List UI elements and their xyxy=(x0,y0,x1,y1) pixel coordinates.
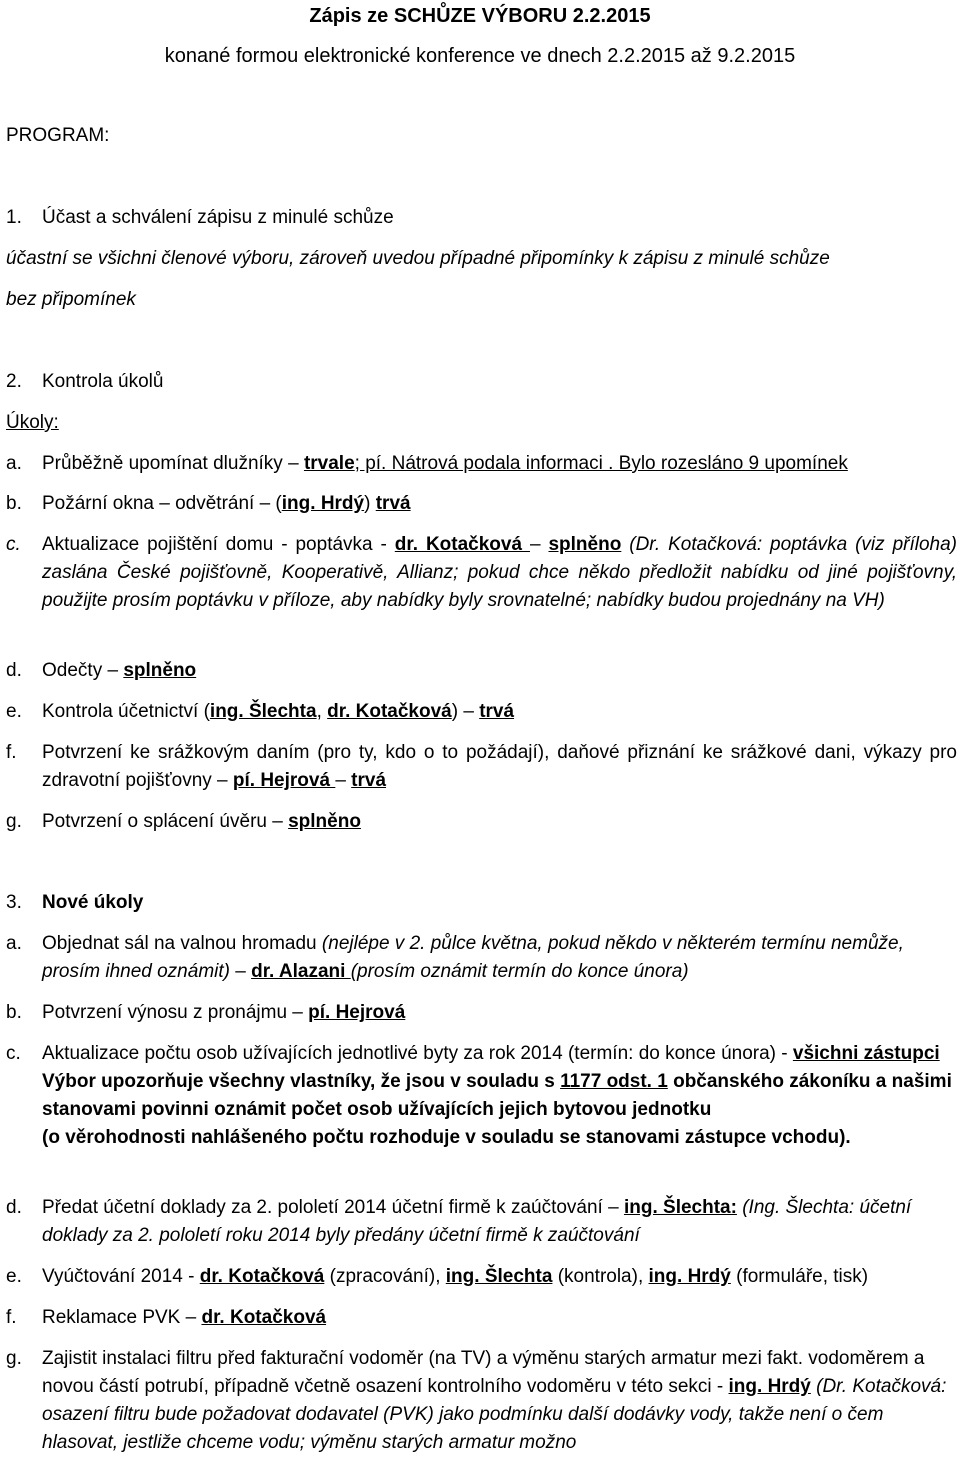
item-label: g. xyxy=(6,811,22,832)
person-name: ing. Šlechta xyxy=(209,701,317,722)
item-note: (prosím oznámit termín do konce února) xyxy=(350,961,689,982)
item-note: (Dr. Kotačková: poptávka (viz příloha) zaslána České pojišťovně, Kooperativě, Allianz; pokud chce někdo předložit nabídku od jiné pojišťovny, použijte prosím poptávku v příloze, aby nabídky byly srovnatelné; nabídky budou projednány na VH) xyxy=(42,534,957,611)
item-text: Průběžně upomínat dlužníky – trvale; pí. Nátrová podala informaci . Bylo rozesláno 9 upomínek xyxy=(42,453,848,474)
section-1-result: bez připomínek xyxy=(6,289,136,310)
person-name: dr. Kotačková xyxy=(394,534,530,555)
item-text: Požární okna – odvětrání – (ing. Hrdý) trvá xyxy=(42,493,411,514)
item-text: Objednat sál na valnou hromadu (nejlépe v 2. půlce května, pokud někdo v některém termínu nemůže, prosím ihned oznámit) – dr. Alazani (prosím oznámit termín do konce února) xyxy=(42,933,904,982)
status-text: splněno xyxy=(123,660,197,681)
item-note: (Ing. Šlechta: účetní doklady za 2. pololetí roku 2014 byly předány účetní firmě k zaúčtování xyxy=(42,1197,912,1246)
item-note: (nejlépe v 2. půlce května, pokud někdo v některém termínu nemůže, prosím ihned oznámit) xyxy=(42,933,904,982)
section-title: Nové úkoly xyxy=(42,892,144,913)
item-text: Aktualizace pojištění domu - poptávka - dr. Kotačková – splněno (Dr. Kotačková: poptávka (viz příloha) zaslána České pojišťovně, Kooperativě, Allianz; pokud chce někdo předložit nabídku od jiné pojišťovny, použijte prosím poptávku v příloze, aby nabídky byly srovnatelné; nabídky budou projednány na VH) xyxy=(42,534,957,611)
item-label: e. xyxy=(6,1266,22,1287)
item-label: c. xyxy=(6,1043,21,1064)
item-text: Odečty – splněno xyxy=(42,660,197,681)
item-text: Předat účetní doklady za 2. pololetí 2014 účetní firmě k zaúčtování – ing. Šlechta: (Ing. Šlechta: účetní doklady za 2. pololetí roku 2014 byly předány účetní firmě k zaúčtování xyxy=(42,1197,912,1246)
status-text: splněno xyxy=(288,811,361,832)
status-text: trvale xyxy=(303,453,355,474)
section-number: 3. xyxy=(6,892,22,913)
item-label: d. xyxy=(6,1197,22,1218)
item-label: f. xyxy=(6,1307,17,1328)
person-name: ing. Hrdý xyxy=(648,1266,731,1287)
section-title: Kontrola úkolů xyxy=(42,371,164,392)
status-text: trvá xyxy=(375,493,411,514)
item-label: f. xyxy=(6,742,17,763)
person-name: dr. Alazani xyxy=(251,961,351,982)
item-label: e. xyxy=(6,701,22,722)
item-text: Reklamace PVK – dr. Kotačková xyxy=(42,1307,327,1328)
item-label: c. xyxy=(6,534,21,555)
item-text: Potvrzení ke srážkovým daním (pro ty, kdo o to požádají), daňové přiznání ke srážkové dani, výkazy pro zdravotní pojišťovny – pí. Hejrová – trvá xyxy=(42,742,957,791)
item-label: g. xyxy=(6,1348,22,1369)
item-text: Potvrzení o splácení úvěru – splněno xyxy=(42,811,361,832)
section-1-attendance: účastní se všichni členové výboru, zároveň uvedou případné připomínky k zápisu z minulé schůze xyxy=(6,248,830,269)
person-name: dr. Kotačková xyxy=(201,1307,327,1328)
item-label: b. xyxy=(6,1002,22,1023)
tasks-label: Úkoly: xyxy=(6,412,59,433)
person-name: ing. Hrdý xyxy=(281,493,365,514)
item-label: a. xyxy=(6,453,22,474)
person-name: dr. Kotačková xyxy=(199,1266,325,1287)
responsible-party: všichni zástupci xyxy=(792,1043,940,1064)
person-name: ing. Šlechta: xyxy=(623,1197,737,1218)
document-subtitle: konané formou elektronické konference ve dnech 2.2.2015 až 9.2.2015 xyxy=(164,45,796,67)
section-number: 1. xyxy=(6,207,22,228)
notice-text: Výbor upozorňuje všechny vlastníky, že jsou v souladu s 1177 odst. 1 občanského zákoníku a našimi stanovami povinni oznámit počet osob užívajících jejich bytovou jednotku xyxy=(42,1071,952,1120)
section-number: 2. xyxy=(6,371,22,392)
person-name: ing. Šlechta xyxy=(445,1266,553,1287)
item-text: Zajistit instalaci filtru před fakturační vodoměr (na TV) a výměnu starých armatur mezi fakt. vodoměrem a novou částí potrubí, případně včetně osazení kontrolního vodoměru v této sekci - ing. Hrdý (Dr. Kotačková: osazení filtru bude požadovat dodavatel (PVK) jako podmínku další dodávky vody, takže není o čem hlasovat, jestliže chceme vodu; výměnu starých armatur možno xyxy=(42,1348,947,1453)
item-note: (Dr. Kotačková: osazení filtru bude požadovat dodavatel (PVK) jako podmínku další dodávky vody, takže není o čem hlasovat, jestliže chceme vodu; výměnu starých armatur možno xyxy=(42,1376,947,1453)
item-text: Vyúčtování 2014 - dr. Kotačková (zpracování), ing. Šlechta (kontrola), ing. Hrdý (formuláře, tisk) xyxy=(42,1266,869,1287)
item-text: Aktualizace počtu osob užívajících jednotlivé byty za rok 2014 (termín: do konce února) - všichni zástupci Výbor upozorňuje všechny vlastníky, že jsou v souladu s 1177 odst. 1 občanského zákoníku a našimi stanovami povinni oznámit počet osob užívajících jejich bytovou jednotku (o věrohodnosti nahlášeného počtu rozhoduje v souladu se stanovami zástupce vchodu). xyxy=(42,1043,952,1148)
item-label: a. xyxy=(6,933,22,954)
status-text: trvá xyxy=(479,701,515,722)
status-text: splněno xyxy=(548,534,622,555)
notice-note: (o věrohodnosti nahlášeného počtu rozhoduje v souladu se stanovami zástupce vchodu). xyxy=(42,1127,851,1148)
person-name: pí. Hejrová xyxy=(308,1002,406,1023)
item-text: Potvrzení výnosu z pronájmu – pí. Hejrová xyxy=(42,1002,406,1023)
person-name: pí. Hejrová xyxy=(232,770,336,791)
item-label: b. xyxy=(6,493,22,514)
document-title: Zápis ze SCHŮZE VÝBORU 2.2.2015 xyxy=(309,5,651,27)
program-label: PROGRAM: xyxy=(6,125,110,146)
person-name: ing. Hrdý xyxy=(728,1376,811,1397)
item-label: d. xyxy=(6,660,22,681)
person-name: dr. Kotačková xyxy=(327,701,452,722)
section-title: Účast a schválení zápisu z minulé schůze xyxy=(42,207,394,228)
item-text: Kontrola účetnictví (ing. Šlechta, dr. Kotačková) – trvá xyxy=(42,701,515,722)
status-text: trvá xyxy=(351,770,387,791)
